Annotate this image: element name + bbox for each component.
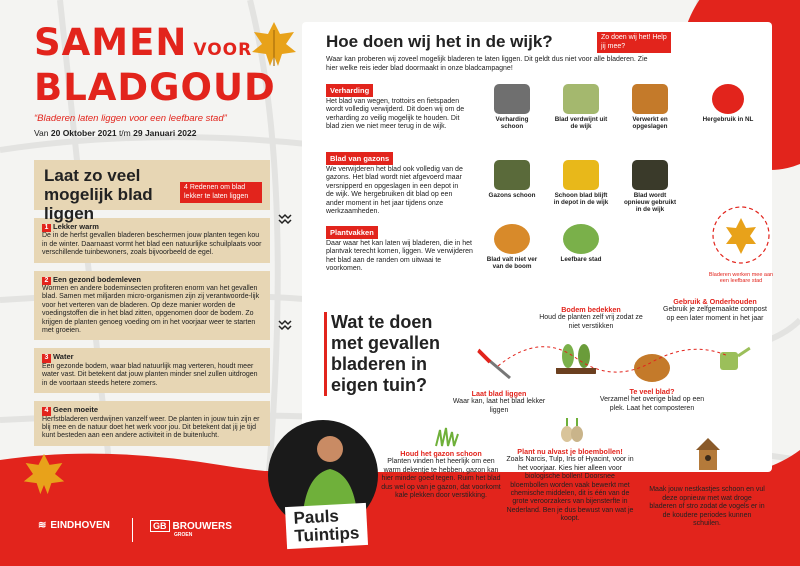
golden-leaf-icon [22, 452, 66, 496]
reason-text: De in de herfst gevallen bladeren beschermen jouw planten tegen kou in de winter. Daarnaast vormt het blad een natuurlijke schuilplaats voor verschillende tuinbewoners, zoals bijvoorbeeld de egel. [42, 232, 262, 257]
garden-heading: Wat te doen met gevallen bladeren in eigen tuin? [324, 312, 444, 396]
tuintip-nestkastjes [648, 478, 766, 528]
reason-text: Wormen en andere bodeminsecten profiteren enorm van het gevallen blad. Samen met miljarden micro-organismen zijn zij verantwoorde-lijk voor het verteren van de bladeren. Op deze manier worden de voedingstoffen die in het blad zitten, opgenomen door de bodem. Zo krijgen de planten genoeg voeding om in het voorjaar weer te starten met groeien. [42, 285, 260, 335]
step-hergebruik-wijk [622, 160, 678, 214]
eindhoven-mark-icon: ≋ [38, 520, 47, 531]
reasons-badge: 4 Redenen om blad lekker te laten liggen [180, 182, 262, 203]
step-blad-verdwijnt [553, 84, 609, 130]
step-label: Hergebruik in NL [702, 116, 754, 123]
reason-item [34, 348, 270, 393]
zigzag-icon [278, 318, 292, 332]
reason-item [34, 401, 270, 446]
dates-prefix: Van [34, 128, 49, 138]
step-label: Verwerkt en opgeslagen [632, 116, 668, 131]
tip-title: Bodem bedekken [561, 305, 621, 314]
tip-text: Zoals Narcis, Tulp, Iris of Hyacint, voor in het voorjaar. Kies hier alleen voor biologische bollen! Doorsnee bloembollen worden vaak bewerkt met chemische middelen, dit is één van de grote veroorzakers van bijensterfte in Nederland. Ben je dus bewust van wat je koopt. [506, 456, 634, 523]
reason-title: Een gezond bodemleven [53, 274, 141, 284]
date-to: 29 Januari 2022 [133, 128, 197, 138]
reason-number: 4 [42, 407, 51, 415]
sweeper-truck-icon [494, 84, 530, 114]
step-verharding-schoon [484, 84, 540, 130]
tip-laat-blad-liggen [444, 390, 554, 415]
tip-text: Verzamel het overige blad op een plek. Laat het composteren [599, 396, 705, 412]
section-text-plantvakken: Daar waar het kan laten wij bladeren, die in het plantvak terecht komen, liggen. We verwijderen het blad aan de randen om uitwaai te voorkomen. [326, 240, 473, 273]
reason-number: 3 [42, 354, 51, 362]
eindhoven-label: EINDHOVEN [50, 520, 110, 531]
tuintip-bloembollen [506, 448, 634, 524]
step-label: Blad verdwijnt uit de wijk [554, 116, 608, 131]
reason-number: 2 [42, 277, 51, 285]
reason-title: Water [53, 352, 74, 362]
campaign-dates [34, 128, 196, 138]
step-leefbare-stad [553, 224, 609, 263]
tip-text: Waar kan, laat het blad lekker liggen [452, 398, 546, 414]
step-hergebruik-nl [700, 84, 756, 123]
tip-title: Houd de nestkastjes schoon [658, 477, 756, 486]
tip-title: Gebruik & Onderhouden [673, 297, 757, 306]
plant-co2-icon [563, 224, 599, 254]
step-label: Blad valt niet ver van de boom [486, 256, 538, 271]
mulch-icon [632, 160, 668, 190]
bulbs-icon [558, 416, 586, 446]
grass-icon [432, 424, 462, 448]
step-label: Blad wordt opnieuw gebruikt in de wijk [623, 192, 677, 214]
container-icon [563, 84, 599, 114]
title-line1: SAMEN [34, 21, 188, 64]
tip-text: Maak jouw nestkastjes schoon en vul deze opnieuw met wat droge bladeren of stro zodat de vogels er in de koudere periodes kunnen schuilen. [649, 486, 765, 528]
reason-item [34, 271, 270, 341]
reasons-block [34, 160, 270, 446]
brouwers-sub: GROEN [174, 532, 193, 538]
brouwers-mark-icon: GB [150, 520, 170, 532]
step-label: Leefbare stad [560, 256, 602, 263]
logo-divider [132, 518, 133, 542]
tip-text: Planten vinden het heerlijk om een warm dekentje te hebben, gazon kan hier minder goed tegen. Ruim het blad dus wel op van je gazon, dat voorkomt kale plekken door verstikking. [381, 458, 501, 500]
step-label: Verharding schoon [495, 116, 529, 131]
golden-leaf-icon [250, 20, 298, 68]
cycle-label: Bladeren werken mee aan een leefbare stad [708, 272, 774, 284]
reason-number: 1 [42, 224, 51, 232]
leaf-cycle-icon [706, 200, 776, 270]
brouwers-label: BROUWERS [172, 521, 232, 532]
date-from: 20 Oktober 2021 [50, 128, 117, 138]
tip-title: Plant nu alvast je bloembollen! [517, 447, 623, 456]
tuintips-title [285, 503, 368, 549]
step-blad-valt [484, 224, 540, 270]
wijk-intro: Waar kan proberen wij zoveel mogelijk bladeren te laten liggen. Dit geldt dus niet voor alle bladeren. Zie hier welke reis ieder blad doormaakt in onze bladcampagne! [326, 56, 648, 72]
tuintips-label: Tuintips [293, 523, 360, 546]
tip-title: Laat blad liggen [471, 389, 527, 398]
title-line2: BLADGOUD [34, 66, 276, 109]
reason-text: Een gezonde bodem, waar blad natuurlijk mag verteren, houdt meer water vast. Dit betekent dat jouw planten minder snel zullen uitdrogen in de voortaan steeds hetere zomers. [42, 362, 258, 387]
birdhouse-icon [694, 436, 722, 476]
step-label: Schoon blad blijft in depot in de wijk [553, 192, 609, 207]
tip-title: Houd het gazon schoon [400, 449, 482, 458]
section-text-verharding: Het blad van wegen, trottoirs en fietspaden wordt volledig verwijderd. Dit doen wij om de verharding zo veilig mogelijk te houden. Dit blad zien we niet meer terug in de wijk. [326, 98, 465, 131]
brouwers-logo [150, 520, 232, 538]
reasons-heading: Laat zo veel mogelijk blad liggen [44, 166, 153, 223]
section-label-plantvakken: Plantvakken [326, 226, 378, 239]
step-verwerkt [622, 84, 678, 130]
section-label-gazons: Blad van gazons [326, 152, 393, 165]
step-gazons-schoon [484, 160, 540, 199]
wijk-badge: Zo doen wij het! Help jij mee? [597, 32, 671, 53]
reason-text: Herfstbladeren verdwijnen vanzelf weer. De planten in jouw tuin zijn er blij mee en de natuur doet het werk voor jou. Dit betekent dat jij je tijd kunt besteden aan een andere activiteit in de buitenlucht. [42, 415, 260, 440]
dates-mid: t/m [118, 128, 131, 138]
campaign-subtitle: “Bladeren laten liggen voor een leefbare stad” [34, 113, 227, 124]
title-voor: VOOR [193, 40, 253, 60]
zigzag-icon [278, 212, 292, 226]
tractor-icon [494, 160, 530, 190]
reason-title: Lekker warm [53, 222, 99, 231]
leaf-pile-icon [632, 84, 668, 114]
tip-title: Te veel blad? [629, 387, 675, 396]
step-depot [553, 160, 609, 206]
section-label-verharding: Verharding [326, 84, 373, 97]
step-label: Gazons schoon [488, 192, 536, 199]
netherlands-map-icon [712, 84, 744, 114]
tip-text: Gebruik je zelfgemaakte compost op een later moment in het jaar [663, 306, 767, 322]
tip-te-veel-blad [596, 388, 708, 413]
tip-gebruik [660, 298, 770, 323]
tuintips-name: Pauls [293, 506, 340, 528]
leaf-depot-icon [563, 160, 599, 190]
section-text-gazons: We verwijderen het blad ook volledig van de gazons. Het blad wordt niet afgevoerd maar versnipperd en opgeslagen in een depot in de wijk. We hergebruiken dit blad op een ander moment in het jaar tijdens onze werkzaamheden. [326, 166, 463, 216]
wijk-heading: Hoe doen wij het in de wijk? [326, 32, 553, 51]
tree-icon [494, 224, 530, 254]
tuintip-gazon [378, 450, 504, 500]
reasons-header [34, 160, 270, 223]
eindhoven-logo [38, 520, 110, 531]
reason-item [34, 218, 270, 263]
tip-text: Houd de planten zelf vrij zodat ze niet verstikken [539, 314, 643, 330]
reason-title: Geen moeite [53, 405, 99, 415]
